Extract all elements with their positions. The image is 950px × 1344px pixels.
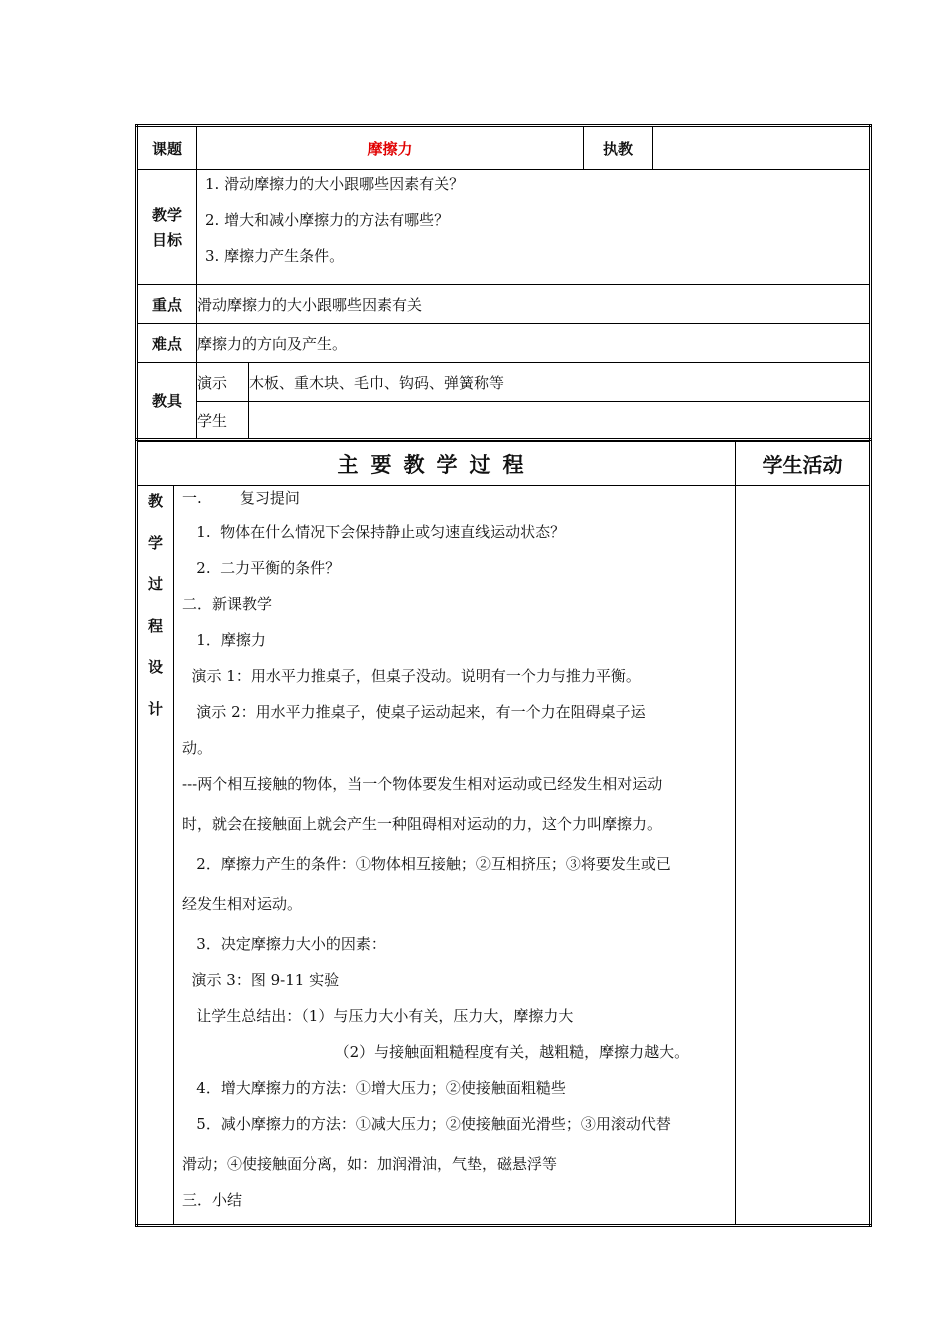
main-process-header: 主要教学过程 — [137, 442, 736, 486]
difficulty-label: 难点 — [137, 324, 197, 363]
lesson-plan-sheet — [135, 124, 869, 1227]
process-line: 1. 物体在什么情况下会保持静止或匀速直线运动状态？ — [182, 523, 566, 541]
process-line: 经发生相对运动。 — [182, 895, 303, 913]
side-char: 过 — [147, 575, 163, 593]
process-line: 动。 — [182, 739, 213, 757]
process-line: 2．摩擦力产生的条件：①物体相互接触；②互相挤压；③将要发生或已 — [182, 855, 671, 873]
goal-item: 3. 摩擦力产生条件。 — [205, 247, 345, 265]
side-char: 学 — [147, 533, 163, 552]
process-side-label — [137, 486, 174, 1226]
topic-value: 摩擦力 — [197, 126, 584, 170]
process-line: ---两个相互接触的物体，当一个物体要发生相对运动或已经发生相对运动 — [182, 775, 663, 793]
demo-value: 木板、重木块、毛巾、钩码、弹簧称等 — [249, 363, 871, 402]
side-char: 设 — [147, 658, 163, 676]
teaching-process-table — [135, 441, 872, 1227]
side-char: 教 — [147, 492, 163, 510]
goal-item: 2. 增大和减小摩擦力的方法有哪些？ — [205, 211, 450, 229]
goals-label-line-2: 目标 — [151, 231, 182, 249]
process-line: （2）与接触面粗糙程度有关，越粗糙，摩擦力越大。 — [182, 1043, 690, 1061]
goals-label — [137, 170, 197, 285]
goal-item: 1. 滑动摩擦力的大小跟哪些因素有关？ — [205, 175, 465, 193]
process-line: 时，就会在接触面上就会产生一种阻碍相对运动的力，这个力叫摩擦力。 — [182, 815, 663, 833]
process-line: 1．摩擦力 — [182, 631, 266, 649]
process-line: 2. 二力平衡的条件？ — [182, 559, 341, 577]
process-line: 演示 1：用水平力推桌子，但桌子没动。说明有一个力与推力平衡。 — [182, 667, 641, 685]
process-line: 5．减小摩擦力的方法：①减大压力；②使接触面光滑些；③用滚动代替 — [182, 1115, 671, 1133]
key-point-label: 重点 — [137, 285, 197, 324]
process-line: 3．决定摩擦力大小的因素： — [182, 935, 386, 953]
key-point-value: 滑动摩擦力的大小跟哪些因素有关 — [197, 285, 871, 324]
side-char: 计 — [147, 699, 163, 718]
student-activity-header: 学生活动 — [736, 442, 871, 486]
difficulty-value: 摩擦力的方向及产生。 — [197, 324, 871, 363]
process-line: 让学生总结出：（1）与压力大小有关，压力大，摩擦力大 — [182, 1007, 574, 1025]
process-line: 一. 复习提问 — [182, 489, 300, 507]
tools-label: 教具 — [137, 363, 197, 440]
process-line: 演示 2：用水平力推桌子，使桌子运动起来，有一个力在阻碍桌子运 — [182, 703, 646, 721]
lesson-header-table — [135, 124, 872, 441]
process-body — [174, 486, 736, 1226]
goals-label-line-1: 教学 — [151, 206, 182, 224]
process-line: 三．小结 — [182, 1191, 243, 1209]
process-line: 演示 3：图 9-11 实验 — [182, 971, 340, 989]
topic-label: 课题 — [137, 126, 197, 170]
student-activity-cell — [736, 486, 871, 1226]
teacher-value — [653, 126, 871, 170]
demo-label: 演示 — [197, 363, 249, 402]
student-value — [249, 402, 871, 440]
process-line: 4．增大摩擦力的方法：①增大压力；②使接触面粗糙些 — [182, 1079, 566, 1097]
goals-list — [197, 170, 871, 285]
student-label: 学生 — [197, 402, 249, 440]
teacher-label: 执教 — [584, 126, 653, 170]
side-char: 程 — [147, 616, 163, 635]
process-line: 滑动；④使接触面分离，如：加润滑油，气垫，磁悬浮等 — [182, 1155, 558, 1173]
process-line: 二．新课教学 — [182, 595, 273, 613]
